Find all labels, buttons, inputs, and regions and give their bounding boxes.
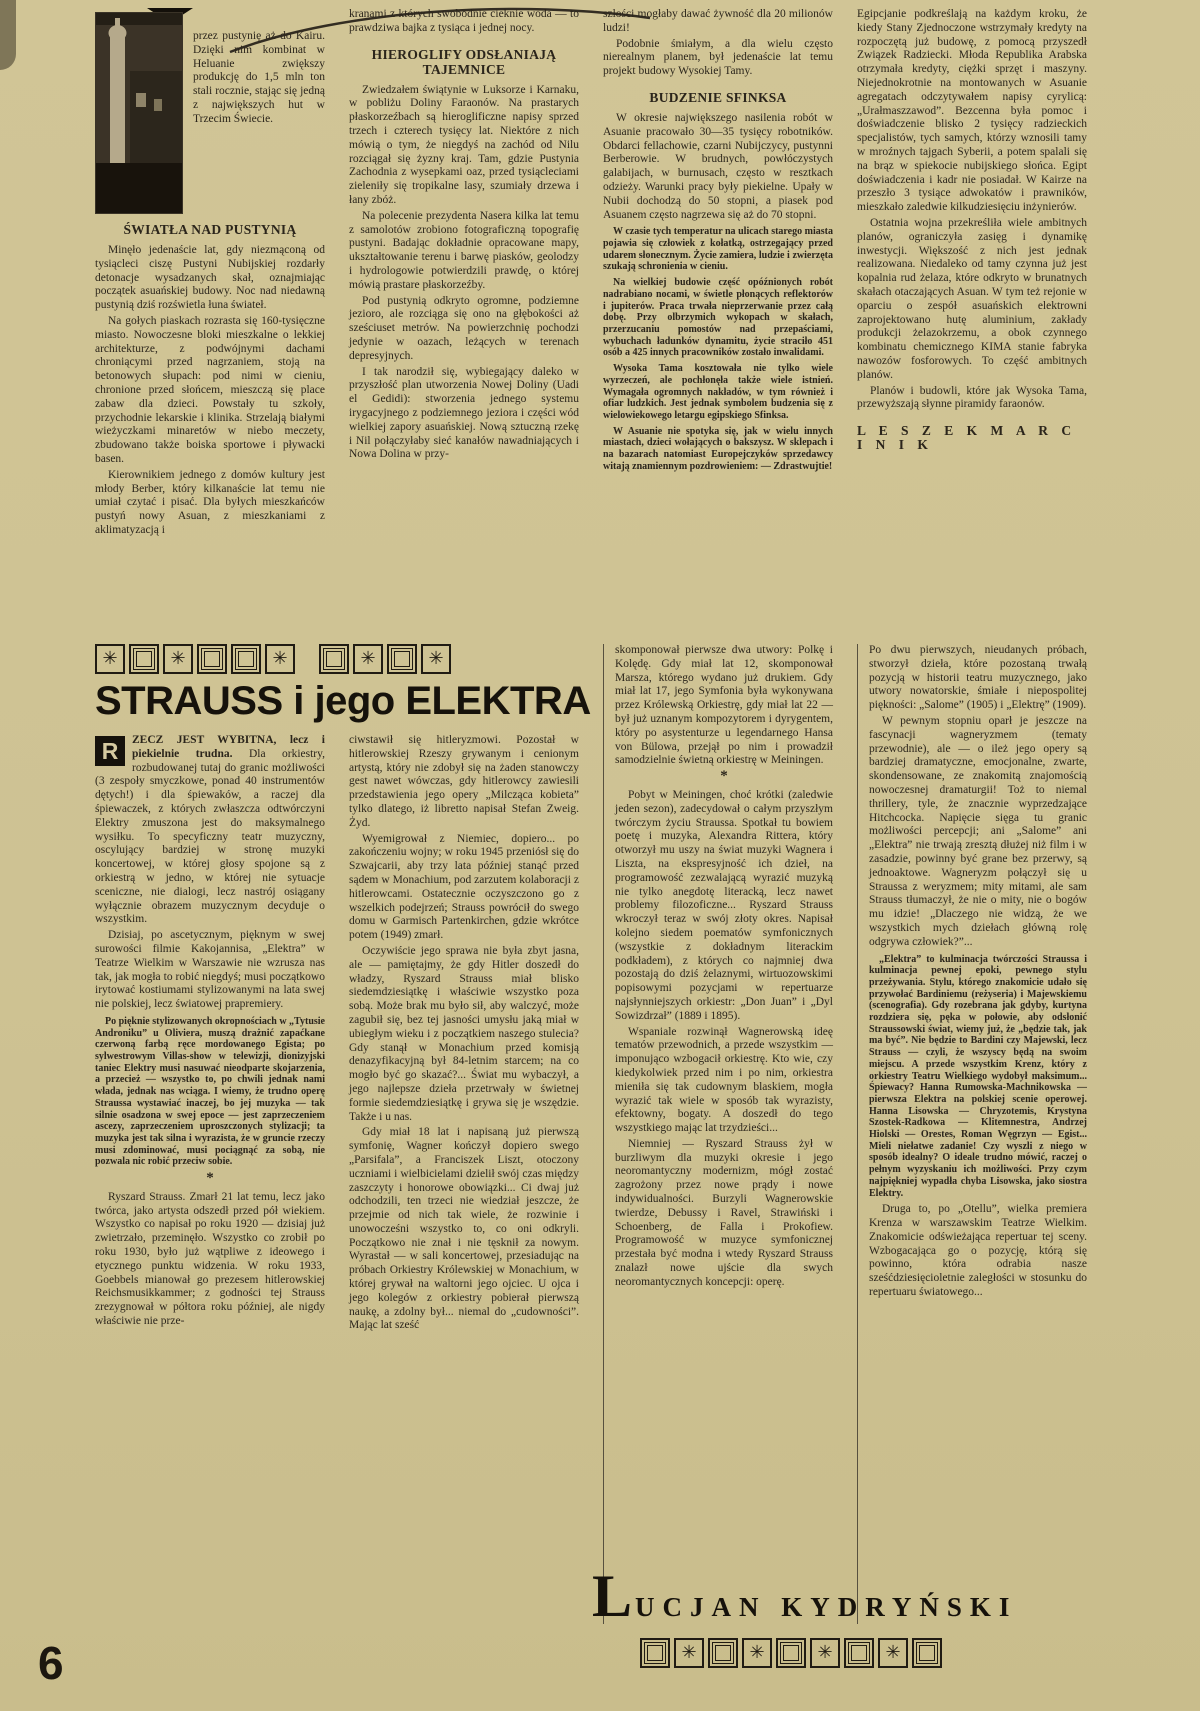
fine-print-paragraph: Na wielkiej budowie część opóźnionych robót nadrabiano nocami, w świetle płonących reflektorów i jupiterów. Praca trwała nieprzerwanie przez całą dobę. Przy olbrzymich wykopach w skałach, przerzucaniu pomostów nad przepaściami, wybuchach ładunków dynamitu, życie straciło 451 osób a 425 innych pracowników zostało inwalidami. — [603, 277, 833, 359]
scan-edge-smudge — [0, 0, 16, 70]
paragraph: I tak narodził się, wybiegający daleko w przyszłość plan utworzenia Nowej Doliny (Uadi el Gedidi): stworzenia jednego systemu irygacyjnego z podziemnego jeziora i części wód wielkiej zapory asuańskiej. Nową sztuczną rzekę i Nil połączyłaby sieć kanałów nawadniających i Nowa Dolina w przy- — [349, 365, 579, 461]
fine-print-paragraph: „Elektra” to kulminacja twórczości Straussa i kulminacja pewnej epoki, pewnego stylu przeżywania. Stylu, którego znakomicie udało się przywołać Bardiniemu (reżyseria) i Majewskiemu (scenografia). Gdy rozebrana jak gdyby, kurtyna rozdziera się, pęka w połowie, aby odsłonić Straussowski świat, wiemy już, że „będzie tak, jak ma być”. Nie będzie to Bardini czy Majewski, lecz Strauss — czyli, że wszyscy będą na swoim miejscu. A przede wszystkim Krenz, który z orkiestry Teatru Wielkiego wydobył maksimum... Śpiewacy? Hanna Rumowska-Machnikowska — pierwsza Elektra na polskiej scenie operowej. Hanna Lisowska — Chryzotemis, Krystyna Szostek-Radkowa — Klitemnestra, Andrzej Hiolski — Orestes, Roman Węgrzyn — Egist... Mieli niełatwe zadanie! Czy wyszli z niego w sposób idealny? O ideale trudno mówić, raczej o pełnym wyzyskaniu ich możliwości. Przy czym najpiękniej wypadła chyba Lisowska, jako siostra Elektry. — [869, 953, 1087, 1199]
page-number: 6 — [38, 1637, 64, 1689]
paragraph: skomponował pierwsze dwa utwory: Polkę i Kolędę. Gdy miał lat 12, skomponował Marsza, którego wydano już drukiem. Gdy miał lat 17, jego Symfonia była wykonywana przez Królewską Orkiestrę, gdy miał lat 22 — był już uznanym kompozytorem i dyrygentem, który po asystenturze u legendarnego Hansa von Bülowa, przejął po nim i prowadził samodzielnie świetną orkiestrę w Meiningen. — [615, 644, 833, 767]
byline-name: UCJAN KYDRYŃSKI — [635, 1592, 1018, 1622]
ornament-tile-flower — [810, 1638, 840, 1668]
magazine-page — [95, 8, 1087, 1629]
paragraph: Kierownikiem jednego z domów kultury jest młody Berber, który kilkanaście lat temu nie umiał czytać i pisać. Dla byłych mieszkańców pustyń nowy Asuan, z mieszkaniami z aklimatyzacją i — [95, 468, 325, 536]
strauss-article — [95, 644, 1087, 1629]
minaret-photo — [95, 12, 183, 214]
ornament-tile-square — [197, 644, 227, 674]
aswan-column-3 — [603, 8, 833, 636]
ornament-tile-square — [912, 1638, 942, 1668]
paragraph: Oczywiście jego sprawa nie była zbyt jasna, ale — pamiętajmy, że gdy Hitler doszedł do władzy, Ryszard Strauss miał blisko siedemdziesiątkę i właściwie wszystko poza sobą. Może brak mu było sił, aby walczyć, może zagubił się, bez tej jasności umysłu jaką miał w ubiegłym wieku i z początkiem naszego stulecia? Gdy stanął w Monachium przed komisją denazyfikacyjną był 84-letnim starcem; na co mogło być go skazać?... Świat mu wybaczył, a jego najlepsze dzieła przetrwały w świetnej formie siedemdziesiątkę i grywa się je wszędzie. Także i u nas. — [349, 944, 579, 1123]
byline-kydrynski — [592, 1563, 1018, 1629]
ornament-tile-flower — [674, 1638, 704, 1668]
ornament-tile-square — [387, 644, 417, 674]
byline-marcinik: L E S Z E K M A R C I N I K — [857, 423, 1077, 452]
byline-initial: L — [592, 1563, 633, 1629]
lead-paragraph — [95, 734, 325, 927]
aswan-column-2 — [349, 8, 579, 636]
ornament-tile-flower — [353, 644, 383, 674]
paragraph: Wyemigrował z Niemiec, dopiero... po zakończeniu wojny; w roku 1945 przeniósł się do Szwajcarii, aby trzy lata później stanąć przed sądem w Monachium, pod zarzutem kolaboracji z hitlerowcami. Ostatecznie oczyszczono go z wszelkich podejrzeń; Strauss powrócił do swego domu w Garmisch Partenkirchen, gdzie wkrótce potem (1949) zmarł. — [349, 832, 579, 942]
paragraph: Pod pustynią odkryto ogromne, podziemne jezioro, ale rozciąga się ono na głębokości aż sześciuset metrów. Na powierzchnię pochodzi jedynie w oazach, leżących w terenach depresyjnych. — [349, 294, 579, 362]
paragraph: Pobyt w Meiningen, choć krótki (zaledwie jeden sezon), zadecydował o całym przyszłym twórczym życiu Straussa. Spotkał tu bowiem poetę i muzyka, Alexandra Rittera, który otworzył mu uszy na świat muzyki Wagnera i Liszta, na ekspresyjność ich dzieł, na programowość zezwalającą wyrazić muzyką nie tylko anegdotę literacką, lecz nawet problemy filozoficzne... Ryszard Strauss wkroczył teraz w swój złoty okres. Napisał kolejno siedem poematów symfonicznych (wszystkie z dokładnym literackim podkładem), z których co najmniej dwa pozostają do dziś żelaznymi, wirtuozowskimi popisowymi pozycjami w repertuarze najsłynniejszych orkiestr: „Don Juan” i „Dyl Sowizdrzał” (1889 i 1895). — [615, 788, 833, 1022]
paragraph: Na polecenie prezydenta Nasera kilka lat temu z samolotów zrobiono fotograficzną topografię pustyni. Badając dokładnie opracowane mapy, ukształtowanie terenu i barwę piasków, geolodzy i hydrologowie potwierdzili prawdę, o której mówią prastare płaskorzeźby. — [349, 209, 579, 291]
article-title: STRAUSS i jego ELEKTRA — [95, 679, 591, 723]
aswan-column-4 — [857, 8, 1087, 636]
fine-print-paragraph: W Asuanie nie spotyka się, jak w wielu innych miastach, dzieci wołających o bakszysz. W sklepach i na bazarach natomiast Europejczyków sprzedawcy witają znamiennym pozdrowieniem: — Zdrastwujtie! — [603, 425, 833, 472]
strauss-column-2 — [349, 734, 579, 1335]
ornament-band-top — [95, 644, 579, 674]
fine-print-paragraph: W czasie tych temperatur na ulicach starego miasta pojawia się człowiek z kołatką, ostrzegający przed udarem słonecznym. Życie zamiera, ludzie i zwierzęta szukają schronienia w cieniu. — [603, 226, 833, 273]
paragraph: W pewnym stopniu oparł je jeszcze na fascynacji wagneryzmem (tematy przewodnie), ale — o ileż jego opery są bardziej dramatyczne, emocjonalne, zwarte, skondensowane, ze znakomitą znajomością nowoczesnej dramaturgii! Toż to niemal thrillery, tyle, że znacznie wyprzedzające Hitchcocka. Napięcie sięga tu granic możliwości percepcji; ani „Salome” ani „Elektra” nie trwają zresztą dłużej niż film i w zasadzie, powinny być grane bez przerwy, są jednoaktowe. Wagneryzm połączył się u Straussa z weryzmem; mity mitami, ale sam Strauss tłumaczył, że nie o mity, nie o bogów mu idzie! „Dlaczego nie widzą, że we wszystkich mych dziełach główną rolę odgrywa człowiek?”... — [869, 714, 1087, 948]
strauss-left-half — [95, 644, 591, 1624]
paragraph: Egipcjanie podkreślają na każdym kroku, że kiedy Stany Zjednoczone wstrzymały kredyty na rozpoczętą już budowę, z pomocą przyszedł Związek Radziecki. Młoda Republika Arabska otrzymała kredyty, ciężki sprzęt i maszyny. Niejednokrotnie na montowanych w Asuanie agregatach odczytywałem napisy cyrylicą: „Urałmaszzawod”. Bezcenna była pomoc i doświadczenie blisko 2 tysięcy radzieckich specjalistów, tych samych, którzy wznosili tamy w mroźnych tajgach Syberii, a potem spalali się na brąz w spiekocie nubijskiego słońca. Egipt doświadczenia i kadr nie posiadał. W Kairze na przeszło 3 tysiące adwokatów i prawników, mieszkało zaledwie kilkudziesięciu inżynierów. — [857, 8, 1087, 214]
paragraph: Gdy miał 18 lat i napisaną już pierwszą symfonię, Wagner kończył dopiero swego „Parsifala”, a Franciszek Liszt, otoczony uczniami i wielbicielami dzielił swój czas między zaszczyty i honorowe obowiązki... Ci dwaj już odchodzili, ten trzeci nie wiedział jeszcze, że przejmie od nich tak wiele, że rozwinie i unowocześni wszystko to, co oni odkryli. Początkowo nie znał i nie tęsknił za nowym. Wyrastał — w sali koncertowej, przesiadując na próbach Orkiestry Królewskiej w Monachium, w której grywał na waltorni jego ojciec. U ojca i jego kolegów z orkiestry pobierał pierwszą naukę, a zdolny był... niemal do „cudowności”. Mając lat sześć — [349, 1126, 579, 1332]
ornament-tile-flower — [265, 644, 295, 674]
strauss-column-4 — [857, 644, 1087, 1624]
ornament-tile-square — [319, 644, 349, 674]
paragraph: Planów i budowli, które jak Wysoka Tama, przewyższają słynne piramidy faraonów. — [857, 384, 1087, 411]
paragraph: Ryszard Strauss. Zmarł 21 lat temu, lecz jako twórca, jako artysta odszedł przed pół wiekiem. Wszystko co napisał po roku 1920 — dzisiaj już zwietrzało, przeminęło. Wszystko co zrobił po roku 1930, było już wątpliwe z ideowego i etycznego punktu widzenia. W roku 1933, Goebbels mianował go prezesem hitlerowskiej Reichsmusikkammer; z godności tej Strauss zrezygnował w półtora roku później, ale nigdy właściwie nie prze- — [95, 1190, 325, 1328]
ornament-tile-flower — [742, 1638, 772, 1668]
ornament-band-bottom — [640, 1638, 942, 1668]
ornament-tile-square — [708, 1638, 738, 1668]
ornament-tile-square — [844, 1638, 874, 1668]
aswan-article — [95, 8, 1087, 636]
ornament-tile-flower — [421, 644, 451, 674]
strauss-columns-1-2 — [95, 734, 579, 1335]
fine-print-paragraph: Wysoka Tama kosztowała nie tylko wiele wyrzeczeń, ale pochłonęła także wiele istnień. Wymagała ogromnych nakładów, w tym również i ofiar ludzkich. Jest jednak symbolem budzenia się z wielowiekowego letargu egipskiego Sfinksa. — [603, 363, 833, 421]
paragraph: W okresie największego nasilenia robót w Asuanie pracowało 30—35 tysięcy robotników. Obdarci fellachowie, czarni Nubijczycy, pustynni Berberowie. W brudnych, powłóczystych galabijach, w burnusach, często w resztkach odzieży. Warunki pracy były piekielne. Upały w Nubii dochodzą do 50 stopni, a piasek pod Asuanem często nagrzewa się aż do 70 stopni. — [603, 111, 833, 221]
ornament-tile-flower — [878, 1638, 908, 1668]
section-heading-hieroglyphs: HIEROGLIFY ODSŁANIAJĄ TAJEMNICE — [371, 46, 557, 77]
paragraph: ciwstawił się hitleryzmowi. Pozostał w hitlerowskiej Rzeszy grywanym i cenionym artystą, który nie zdobył się na żaden stanowczy gest nawet wówczas, gdy hitlerowcy zawiesili przedstawienia jego opery „Milcząca kobieta” tylko dlatego, iż libretto napisał Stefan Zweig. Żyd. — [349, 734, 579, 829]
asterisk-separator: * — [720, 768, 728, 785]
ornament-tile-square — [231, 644, 261, 674]
fine-print-paragraph: Po pięknie stylizowanych okropnościach w „Tytusie Androniku” u Oliviera, muszą drażnić zapaćkane czerwoną farbą ręce mordowanego Egista; po sylwestrowym Villas-show w telewizji, dionizyjski taniec Elektry musi nasuwać nieodparte skojarzenia, a przecież — wszystko to, po chwili jednak nami włada, jednak nas wciąga. I wiemy, że trudno operę Straussa wystawiać inaczej, bo jej muzyka — tak silnie osadzona w swej epoce — jest zaprzeczeniem ascezy, zaprzeczeniem uproszczonych stylizacji; ta muzyka jest tak silna i wyrazista, że w gruncie rzeczy musi zdominować, musi pociągnąć za sobą, nie pozwala nic robić przeciw sobie. — [95, 1015, 325, 1168]
paragraph: Druga to, po „Otellu”, wielka premiera Krenza w warszawskim Teatrze Wielkim. Znakomicie odświeżająca repertuar tej sceny. Wzbogacająca go o pozycję, którą się powinno, która odrabia nasze sześćdziesięcioletnie zaległości w stosunku do repertuaru światowego... — [869, 1203, 1087, 1299]
strauss-column-1 — [95, 734, 325, 1335]
paragraph: Na gołych piaskach rozrasta się 160-tysięczne miasto. Nowoczesne bloki mieszkalne o lekkiej architekturze, z podwójnymi dachami chroniącymi przed nagrzaniem, stoją na betonowych słupach: pod nimi w cieniu, chronione przed słońcem, mieszczą się place zabaw dla dzieci. Powstały tu szkoły, przychodnie lekarskie i klinika. Strzelają białymi wieżyczkami minaretów w niebo meczety, zbudowano także boiska sportowe i pływacki basen. — [95, 314, 325, 465]
section-heading-sphinx: BUDZENIE SFINKSA — [649, 89, 787, 105]
aswan-column-1 — [95, 8, 325, 636]
ornament-tile-flower — [163, 644, 193, 674]
paragraph: Zwiedzałem świątynie w Luksorze i Karnaku, w pobliżu Doliny Faraonów. Na prastarych płaskorzeźbach są hieroglificzne napisy sprzed trzech i czterech tysięcy lat. Niektóre z nich mówią o tym, że niegdyś na zachód od Nilu rozciągał się żyzny kraj. Tam, gdzie Pustynia Zachodnia z wysepkami oaz, przed tysiącleciami zieleniły się tropikalne lasy, szumiały drzewa i łany zbóż. — [349, 83, 579, 206]
paragraph: Podobnie śmiałym, a dla wielu często nierealnym planem, był jedenaście lat temu projekt budowy Wysokiej Tamy. — [603, 37, 833, 78]
drop-cap: R — [95, 736, 125, 766]
lead-bold-text: ZECZ JEST WYBITNA, lecz i piekielnie trudna. — [132, 734, 325, 760]
strauss-column-3 — [603, 644, 833, 1624]
paragraph: szłości mogłaby dawać żywność dla 20 milionów ludzi! — [603, 8, 833, 34]
paragraph: Niemniej — Ryszard Strauss żył w burzliwym dla muzyki okresie i jego neoromantyczny modernizm, mógł zostać zagrożony przez nowe prądy i nowe indywidualności. Burzyli Wagnerowskie twierdze, Debussy i Ravel, Strawiński i Schoenberg, de Falla i Prokofiew. Programowość w muzyce symfonicznej przestała być modna i wtedy Ryszard Strauss znalazł nowe ujście dla swych neoromantycznych koncepcji: operę. — [615, 1137, 833, 1288]
lead-rest-text: Dla orkiestry, rozbudowanej tutaj do granic możliwości (3 zespoły smyczkowe, ponad 40 instrumentów dętych!) i dla śpiewaków, a raczej dla śpiewaczek, z których zwłaszcza odtwórczyni Elektry zmuszona jest do maksymalnego wysiłku. To specyficzny teatr muzyczny, oscylujący bardziej w stronę muzyki koncertowej, w której głosy spojone są z orkiestrą w jedno, w której nie sytuacje sceniczne, nie dialogi, lecz nastrój osiągany wyłącznie obrazem muzycznym decyduje o wszystkim. — [95, 747, 325, 926]
paragraph: Wspaniale rozwinął Wagnerowską ideę tematów przewodnich, a przede wszystkim — imponująco wzbogacił orkiestrę. Kto wie, czy kiedykolwiek przed nim i po nim, orkiestra mieniła się tak cudownym blaskiem, mogła wyrazić tak wiele w sposób tak wyrazisty, efektowny, bogaty. A doszedł do tego wszystkiego mając lat trzydzieści... — [615, 1025, 833, 1135]
intro-paragraph: przez pustynię aż do Kairu. Dzięki nim kombinat w Heluanie zwiększy produkcję do 1,5 mln ton stali rocznie, stając się jedną z największych hut w Trzecim Świecie. — [193, 30, 325, 125]
paragraph: Dzisiaj, po ascetycznym, pięknym w swej surowości filmie Kakojannisa, „Elektra” w Teatrze Wielkim w Warszawie nie wzrusza nas tak, jak mogła to robić niegdyś; musi początkowo irytować kostiumami stylizowanymi na lata swej nie polskiej, lecz światowej prapremiery. — [95, 929, 325, 1011]
ornament-tile-flower — [95, 644, 125, 674]
asterisk-separator: * — [206, 1170, 214, 1187]
ornament-tile-square — [640, 1638, 670, 1668]
section-heading-lights: ŚWIATŁA NAD PUSTYNIĄ — [123, 222, 297, 237]
paragraph: Ostatnia wojna przekreśliła wiele ambitnych planów, ograniczyła zasięg i dynamikę inwestycji. Większość z nich jest jednak realizowana. Niedaleko od tamy czynna już jest kopalnia rud żelaza, które odkryto w brunatnych skałach otaczających Asuan. W tym też rejonie w oparciu o zespół asuańskich elektrowni zaprojektowano hutę aluminium, zakłady produkcji żelazokrzemu, a obok czynnego kombinatu chemicznego KIMA stanie fabryka nawozów fosforowych. To część ambitnych planów. — [857, 216, 1087, 381]
ornament-tile-square — [776, 1638, 806, 1668]
ornament-tile-square — [129, 644, 159, 674]
paragraph: kranami z których swobodnie cieknie woda — to prawdziwa bajka z tysiąca i jednej nocy. — [349, 8, 579, 34]
paragraph: Minęło jedenaście lat, gdy niezmąconą od tysiącleci ciszę Pustyni Nubijskiej rozdarły detonacje wysadzanych skał, oznajmiając początek asuańskiej budowy. Noc nad niedawną pustynią dziś rozświetla łuna świateł. — [95, 244, 325, 312]
paragraph: Po dwu pierwszych, nieudanych próbach, stworzył dzieła, które pozostaną trwałą pozycją w historii teatru muzycznego, jako utwory nowatorskie, śmiałe i niepospolitej piękności: „Salome” (1905) i „Elektrę” (1909). — [869, 644, 1087, 712]
